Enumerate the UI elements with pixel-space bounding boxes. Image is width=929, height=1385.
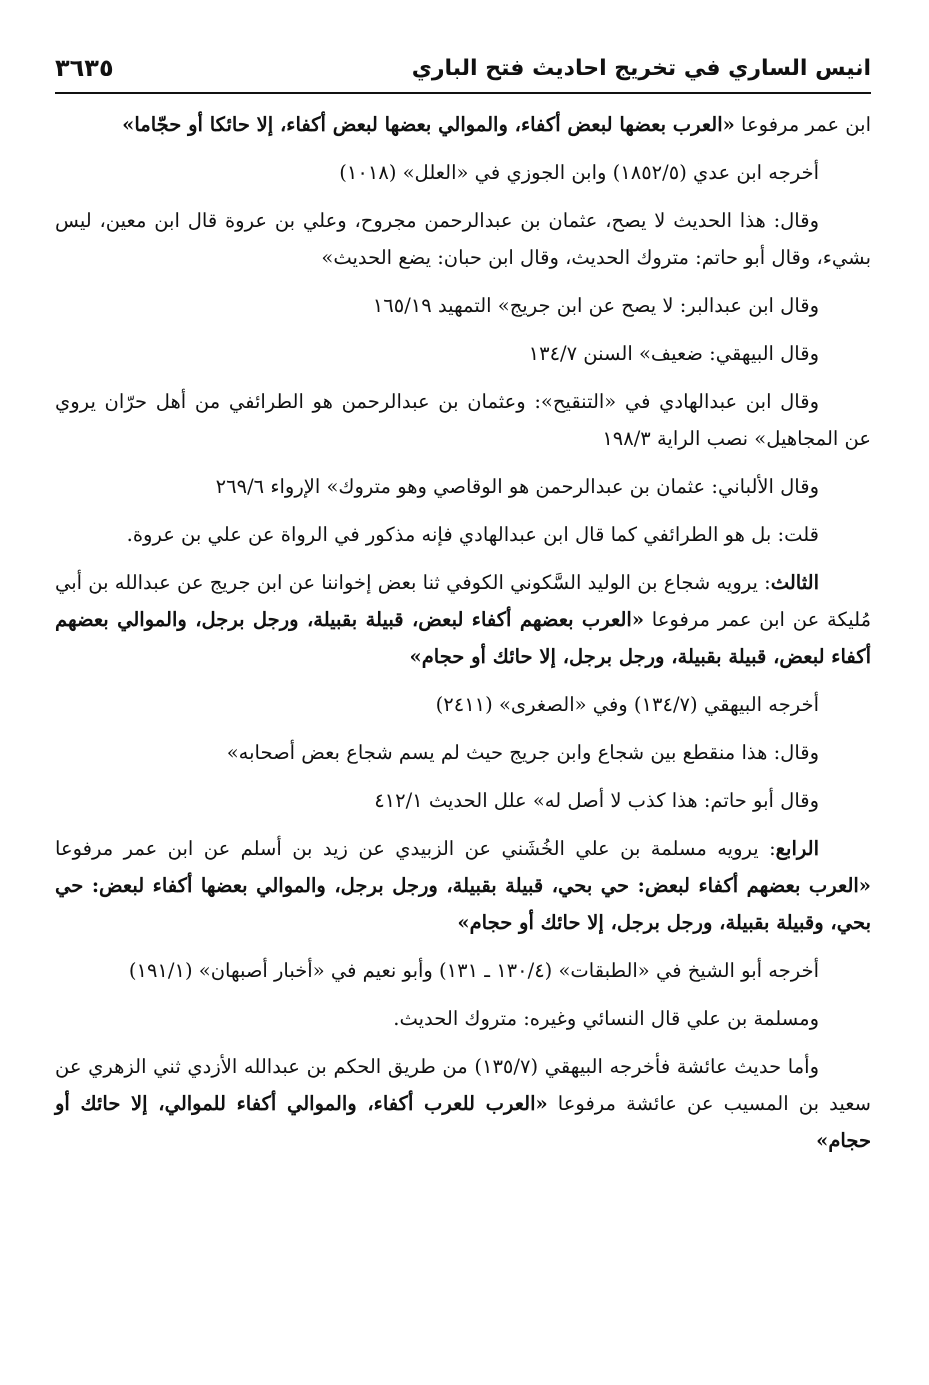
paragraph	[55, 154, 871, 191]
text-segment: وأما حديث عائشة فأخرجه البيهقي (١٣٥/٧) من طريق الحكم بن عبدالله الأزدي ثني الزهري عن سعيد بن المسيب عن عائشة مرفوعا	[55, 1055, 871, 1115]
running-title: انيس الساري في تخريج احاديث فتح الباري	[411, 56, 871, 81]
text-segment: ابن عمر مرفوعا	[734, 113, 871, 136]
text-segment: : يرويه شجاع بن الوليد السَّكوني الكوفي ثنا بعض إخواننا عن ابن جريج عن عبدالله بن أبي مُليكة عن ابن عمر مرفوعا	[55, 571, 872, 631]
text-segment: وقال أبو حاتم: هذا كذب لا أصل له» علل الحديث ٤١٢/١	[374, 789, 819, 812]
text-segment: أخرجه البيهقي (١٣٤/٧) وفي «الصغرى» (٢٤١١)	[435, 693, 819, 716]
text-segment: وقال: هذا منقطع بين شجاع وابن جريج حيث لم يسم شجاع بعض أصحابه»	[226, 741, 819, 764]
bold-text-segment: الرابع	[775, 837, 819, 860]
paragraph	[55, 686, 871, 723]
text-segment: وقال ابن عبدالهادي في «التنقيح»: وعثمان بن عبدالرحمن هو الطرائفي من أهل حرّان يروي عن المجاهيل» نصب الراية ١٩٨/٣	[55, 390, 871, 450]
page-body	[55, 106, 871, 1170]
paragraph	[55, 1000, 871, 1037]
paragraph	[55, 287, 871, 324]
paragraph	[55, 830, 871, 941]
paragraph	[55, 516, 871, 553]
bold-text-segment: الثالث	[770, 571, 819, 594]
text-segment: وقال ابن عبدالبر: لا يصح عن ابن جريج» التمهيد ١٦٥/١٩	[372, 294, 819, 317]
text-segment: أخرجه ابن عدي (١٨٥٢/٥) وابن الجوزي في «العلل» (١٠١٨)	[339, 161, 819, 184]
text-segment: وقال الألباني: عثمان بن عبدالرحمن هو الوقاصي وهو متروك» الإرواء ٢٦٩/٦	[215, 475, 819, 498]
paragraph	[55, 734, 871, 771]
page-number: ٣٦٣٥	[55, 54, 114, 82]
paragraph	[55, 782, 871, 819]
paragraph	[55, 468, 871, 505]
paragraph	[55, 106, 871, 143]
paragraph	[55, 1048, 871, 1159]
paragraph	[55, 202, 871, 276]
paragraph	[55, 383, 871, 457]
paragraph	[55, 564, 871, 675]
bold-text-segment: «العرب بعضها لبعض أكفاء، والموالي بعضها لبعض أكفاء، إلا حائكا أو حجّاما»	[122, 113, 735, 136]
bold-text-segment: «العرب للعرب أكفاء، والموالي أكفاء للموالي، إلا حائك أو حجام»	[55, 1092, 871, 1152]
text-segment: ومسلمة بن علي قال النسائي وغيره: متروك الحديث.	[393, 1007, 819, 1030]
text-segment: : يرويه مسلمة بن علي الخُشَني عن الزبيدي عن زيد بن أسلم عن ابن عمر مرفوعا	[55, 837, 776, 860]
paragraph	[55, 952, 871, 989]
page-header	[55, 52, 871, 94]
bold-text-segment: «العرب بعضهم أكفاء لبعض: حي بحي، قبيلة بقبيلة، ورجل برجل، والموالي بعضها أكفاء لبعض: حي بحي، وقبيلة بقبيلة، ورجل برجل، إلا حائك أو حجام»	[55, 874, 871, 934]
text-segment: وقال البيهقي: ضعيف» السنن ١٣٤/٧	[528, 342, 819, 365]
text-segment: وقال: هذا الحديث لا يصح، عثمان بن عبدالرحمن مجروح، وعلي بن عروة قال ابن معين، ليس بشيء، وقال أبو حاتم: متروك الحديث، وقال ابن حبان: يضع الحديث»	[55, 209, 871, 269]
text-segment: أخرجه أبو الشيخ في «الطبقات» (١٣٠/٤ ـ ١٣١) وأبو نعيم في «أخبار أصبهان» (١٩١/١)	[128, 959, 819, 982]
paragraph	[55, 335, 871, 372]
bold-text-segment: «العرب بعضهم أكفاء لبعض، قبيلة بقبيلة، ورجل برجل، والموالي بعضهم أكفاء لبعض، قبيلة بقبيلة، ورجل برجل، إلا حائك أو حجام»	[55, 608, 871, 668]
text-segment: قلت: بل هو الطرائفي كما قال ابن عبدالهادي فإنه مذكور في الرواة عن علي بن عروة.	[126, 523, 819, 546]
